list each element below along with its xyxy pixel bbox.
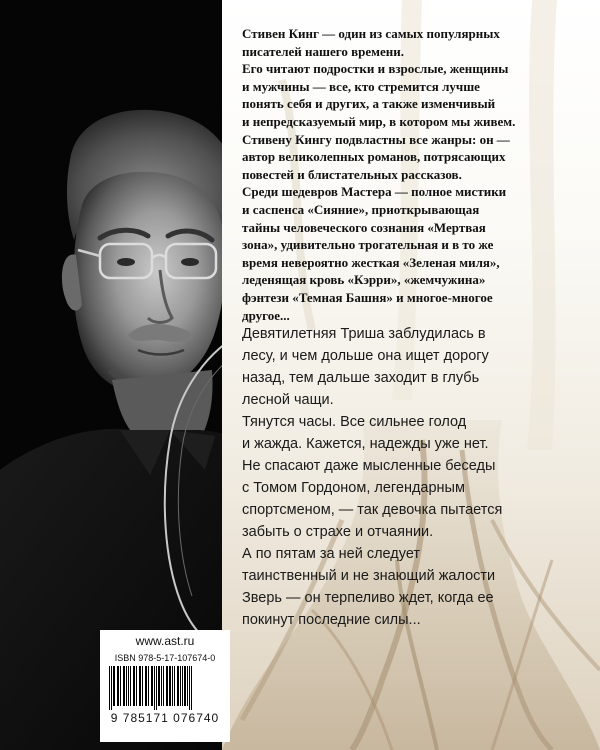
barcode-bar [166,666,168,706]
author-blurb-line: и непредсказуемый мир, в котором мы живем. [242,113,516,129]
story-blurb-line: забыть о страхе и отчаянии. [242,524,434,540]
barcode-box [100,630,230,742]
author-blurb-line: повестей и блистательных рассказов. [242,166,462,182]
barcode-bar [130,666,131,706]
barcode-bar [128,666,129,706]
author-blurb-line: фэнтези «Темная Башня» и многое-многое [242,289,493,305]
barcode-bar [177,666,179,706]
story-blurb-line: лесу, и чем дольше она ищет дорогу [242,348,489,364]
barcode-bar [139,666,141,706]
barcode-bar [148,666,149,706]
barcode-bar [117,666,119,706]
author-blurb-line: леденящая кровь «Кэрри», «жемчужина» [242,272,486,288]
story-blurb-line: лесной чащи. [242,392,334,408]
barcode-bar [113,666,115,706]
author-blurb [242,25,590,324]
barcode-bar [191,666,192,710]
barcode-bar [161,666,162,706]
story-blurb-line: Не спасают даже мысленные беседы [242,458,496,474]
author-blurb-line: зона», удивительно трогательная и в то же [242,237,494,253]
author-blurb-line: Стивен Кинг — один из самых популярных [242,26,500,41]
barcode-bar [145,666,147,706]
barcode-bar [156,666,157,710]
barcode-bar [163,666,164,706]
barcode-bar [142,666,143,706]
author-blurb-line: писателей нашего времени. [242,43,404,59]
author-blurb-line: Его читают подростки и взрослые, женщины [242,61,509,77]
barcode-icon [107,666,223,710]
barcode-bar [133,666,135,706]
author-blurb-line: Среди шедевров Мастера — полное мистики [242,184,507,200]
author-blurb-line: понять себя и других, а также изменчивый [242,96,496,112]
author-blurb-line: другое... [242,307,290,323]
story-blurb-line: покинут последние силы... [242,612,421,628]
story-blurb-line: Тянутся часы. Все сильнее голод [242,414,467,430]
barcode-bar [189,666,190,710]
barcode-bar [120,666,121,706]
story-blurb-line: спортсменом, — так девочка пытается [242,502,503,518]
story-blurb-line: Девятилетняя Триша заблудилась в [242,326,486,342]
barcode-bar [111,666,112,710]
barcode-bar [123,666,125,706]
barcode-bar [151,666,153,706]
author-blurb-line: и мужчины — все, кто стремится лучше [242,78,480,94]
author-blurb-line: время невероятно жесткая «Зеленая миля», [242,254,500,270]
publisher-url: www.ast.ru [135,634,195,648]
author-blurb-line: и саспенса «Сияние», приоткрывающая [242,201,480,217]
barcode-bar [126,666,127,706]
story-blurb-line: А по пятам за ней следует [242,546,421,562]
barcode-bar [187,666,188,706]
barcode-bar [180,666,181,706]
story-blurb-line: и жажда. Кажется, надежды уже нет. [242,436,489,452]
author-blurb-line: Стивену Кингу подвластны все жанры: он — [242,131,510,147]
author-blurb-line: тайны человеческого сознания «Мертвая [242,219,486,235]
barcode-bar [184,666,186,706]
story-blurb-line: Зверь — он терпеливо ждет, когда ее [242,590,494,606]
barcode-bar [174,666,175,706]
barcode-bar [136,666,137,706]
story-blurb-line: таинственный и не знающий жалости [242,568,496,584]
barcode-bar [109,666,110,710]
barcode-bar [169,666,171,706]
barcode-bar [158,666,160,706]
story-blurb-line: с Томом Гордоном, легендарным [242,480,465,496]
barcode-bar [182,666,183,706]
story-blurb [242,323,592,631]
author-blurb-line: автор великолепных романов, потрясающих [242,149,506,165]
barcode-bar [154,666,155,710]
story-blurb-line: назад, тем дальше заходит в глубь [242,370,480,386]
barcode-bar [172,666,173,706]
isbn-number: ISBN 978-5-17-107674-0 [114,653,216,663]
barcode-digits: 9 785171 076740 [110,711,220,725]
